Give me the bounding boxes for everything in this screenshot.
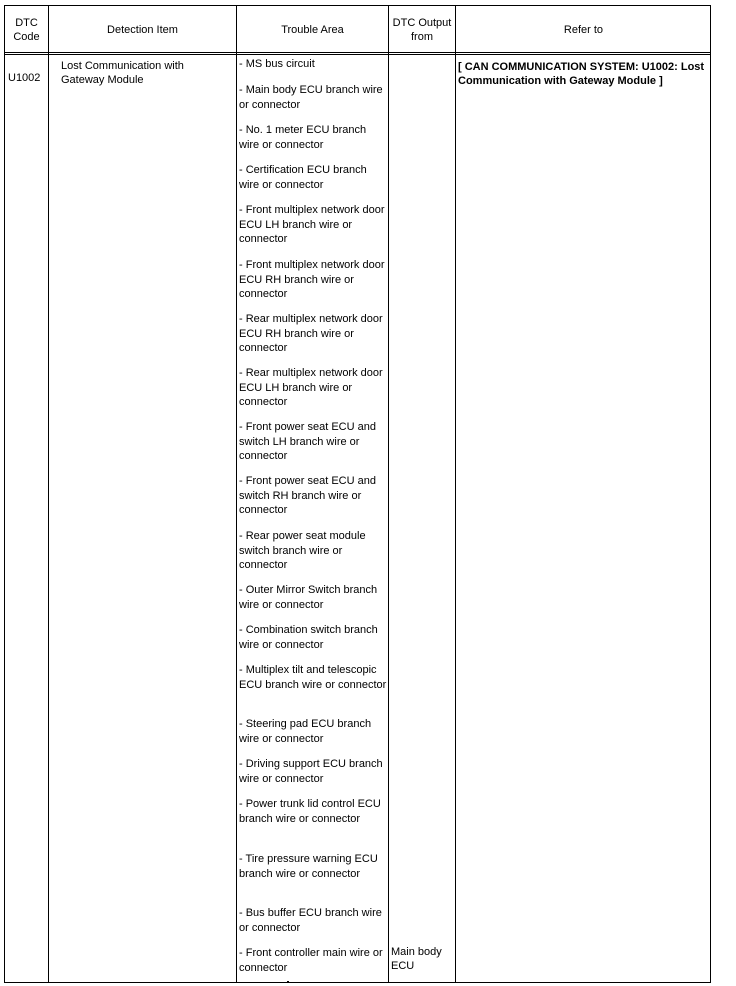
header-refer-to: Refer to — [563, 23, 604, 36]
trouble-area-item: - Tire pressure warning ECU branch wire or connector — [239, 853, 378, 880]
trouble-area-item: - Front controller main wire or connector — [239, 947, 383, 974]
trouble-area-item: - Rear multiplex network door ECU RH branch wire or connector — [239, 313, 383, 354]
trouble-area-item: - Power trunk lid control ECU branch wire or connector — [239, 798, 381, 825]
trouble-area-item: - Certification ECU branch wire or connector — [239, 164, 367, 191]
trouble-area-item: - Multiplex tilt and telescopic ECU branch wire or connector — [239, 664, 387, 691]
column-divider — [455, 6, 456, 982]
refer-to-link[interactable]: [ CAN COMMUNICATION SYSTEM: U1002: Lost Communication with Gateway Module ] — [458, 61, 705, 87]
trouble-area-item: - Driving support ECU branch wire or connector — [239, 758, 383, 785]
trouble-area-item: - Front power seat ECU and switch LH branch wire or connector — [239, 421, 376, 462]
header-dtc-output-from: DTC Output from — [392, 16, 452, 43]
trouble-area-item: - Front multiplex network door ECU RH branch wire or connector — [239, 259, 385, 300]
trouble-area-item: - Main body ECU branch wire or connector — [239, 84, 383, 111]
trouble-area-item: - Front power seat ECU and switch RH branch wire or connector — [239, 475, 376, 516]
trouble-area-item: - Outer Mirror Switch branch wire or connector — [239, 584, 378, 611]
trouble-area-item: - Rear multiplex network door ECU LH branch wire or connector — [239, 367, 383, 408]
column-divider — [48, 6, 49, 982]
dtc-output-from-cell: Main body ECU — [391, 946, 442, 972]
detection-item-cell: Lost Communication with Gateway Module — [61, 60, 184, 86]
trouble-area-item: - Combination switch branch wire or connector — [239, 624, 378, 651]
column-divider — [236, 6, 237, 982]
trouble-area-item: - No. 1 meter ECU branch wire or connector — [239, 124, 367, 151]
dtc-table — [4, 5, 711, 983]
trouble-area-item: - Bus buffer ECU branch wire or connector — [239, 907, 382, 934]
header-trouble-area: Trouble Area — [281, 23, 344, 36]
trouble-area-item: - Front multiplex network door ECU LH branch wire or connector — [239, 204, 385, 245]
continuation-mark — [287, 981, 289, 982]
header-divider-double — [5, 54, 710, 55]
trouble-area-item: - Steering pad ECU branch wire or connector — [239, 718, 372, 745]
column-divider — [388, 6, 389, 982]
dtc-code-cell: U1002 — [8, 72, 41, 84]
trouble-area-item: - MS bus circuit — [239, 58, 315, 70]
header-detection-item: Detection Item — [107, 23, 178, 36]
trouble-area-item: - Rear power seat module switch branch wire or connector — [239, 530, 366, 571]
header-dtc-code: DTC Code — [13, 16, 40, 43]
